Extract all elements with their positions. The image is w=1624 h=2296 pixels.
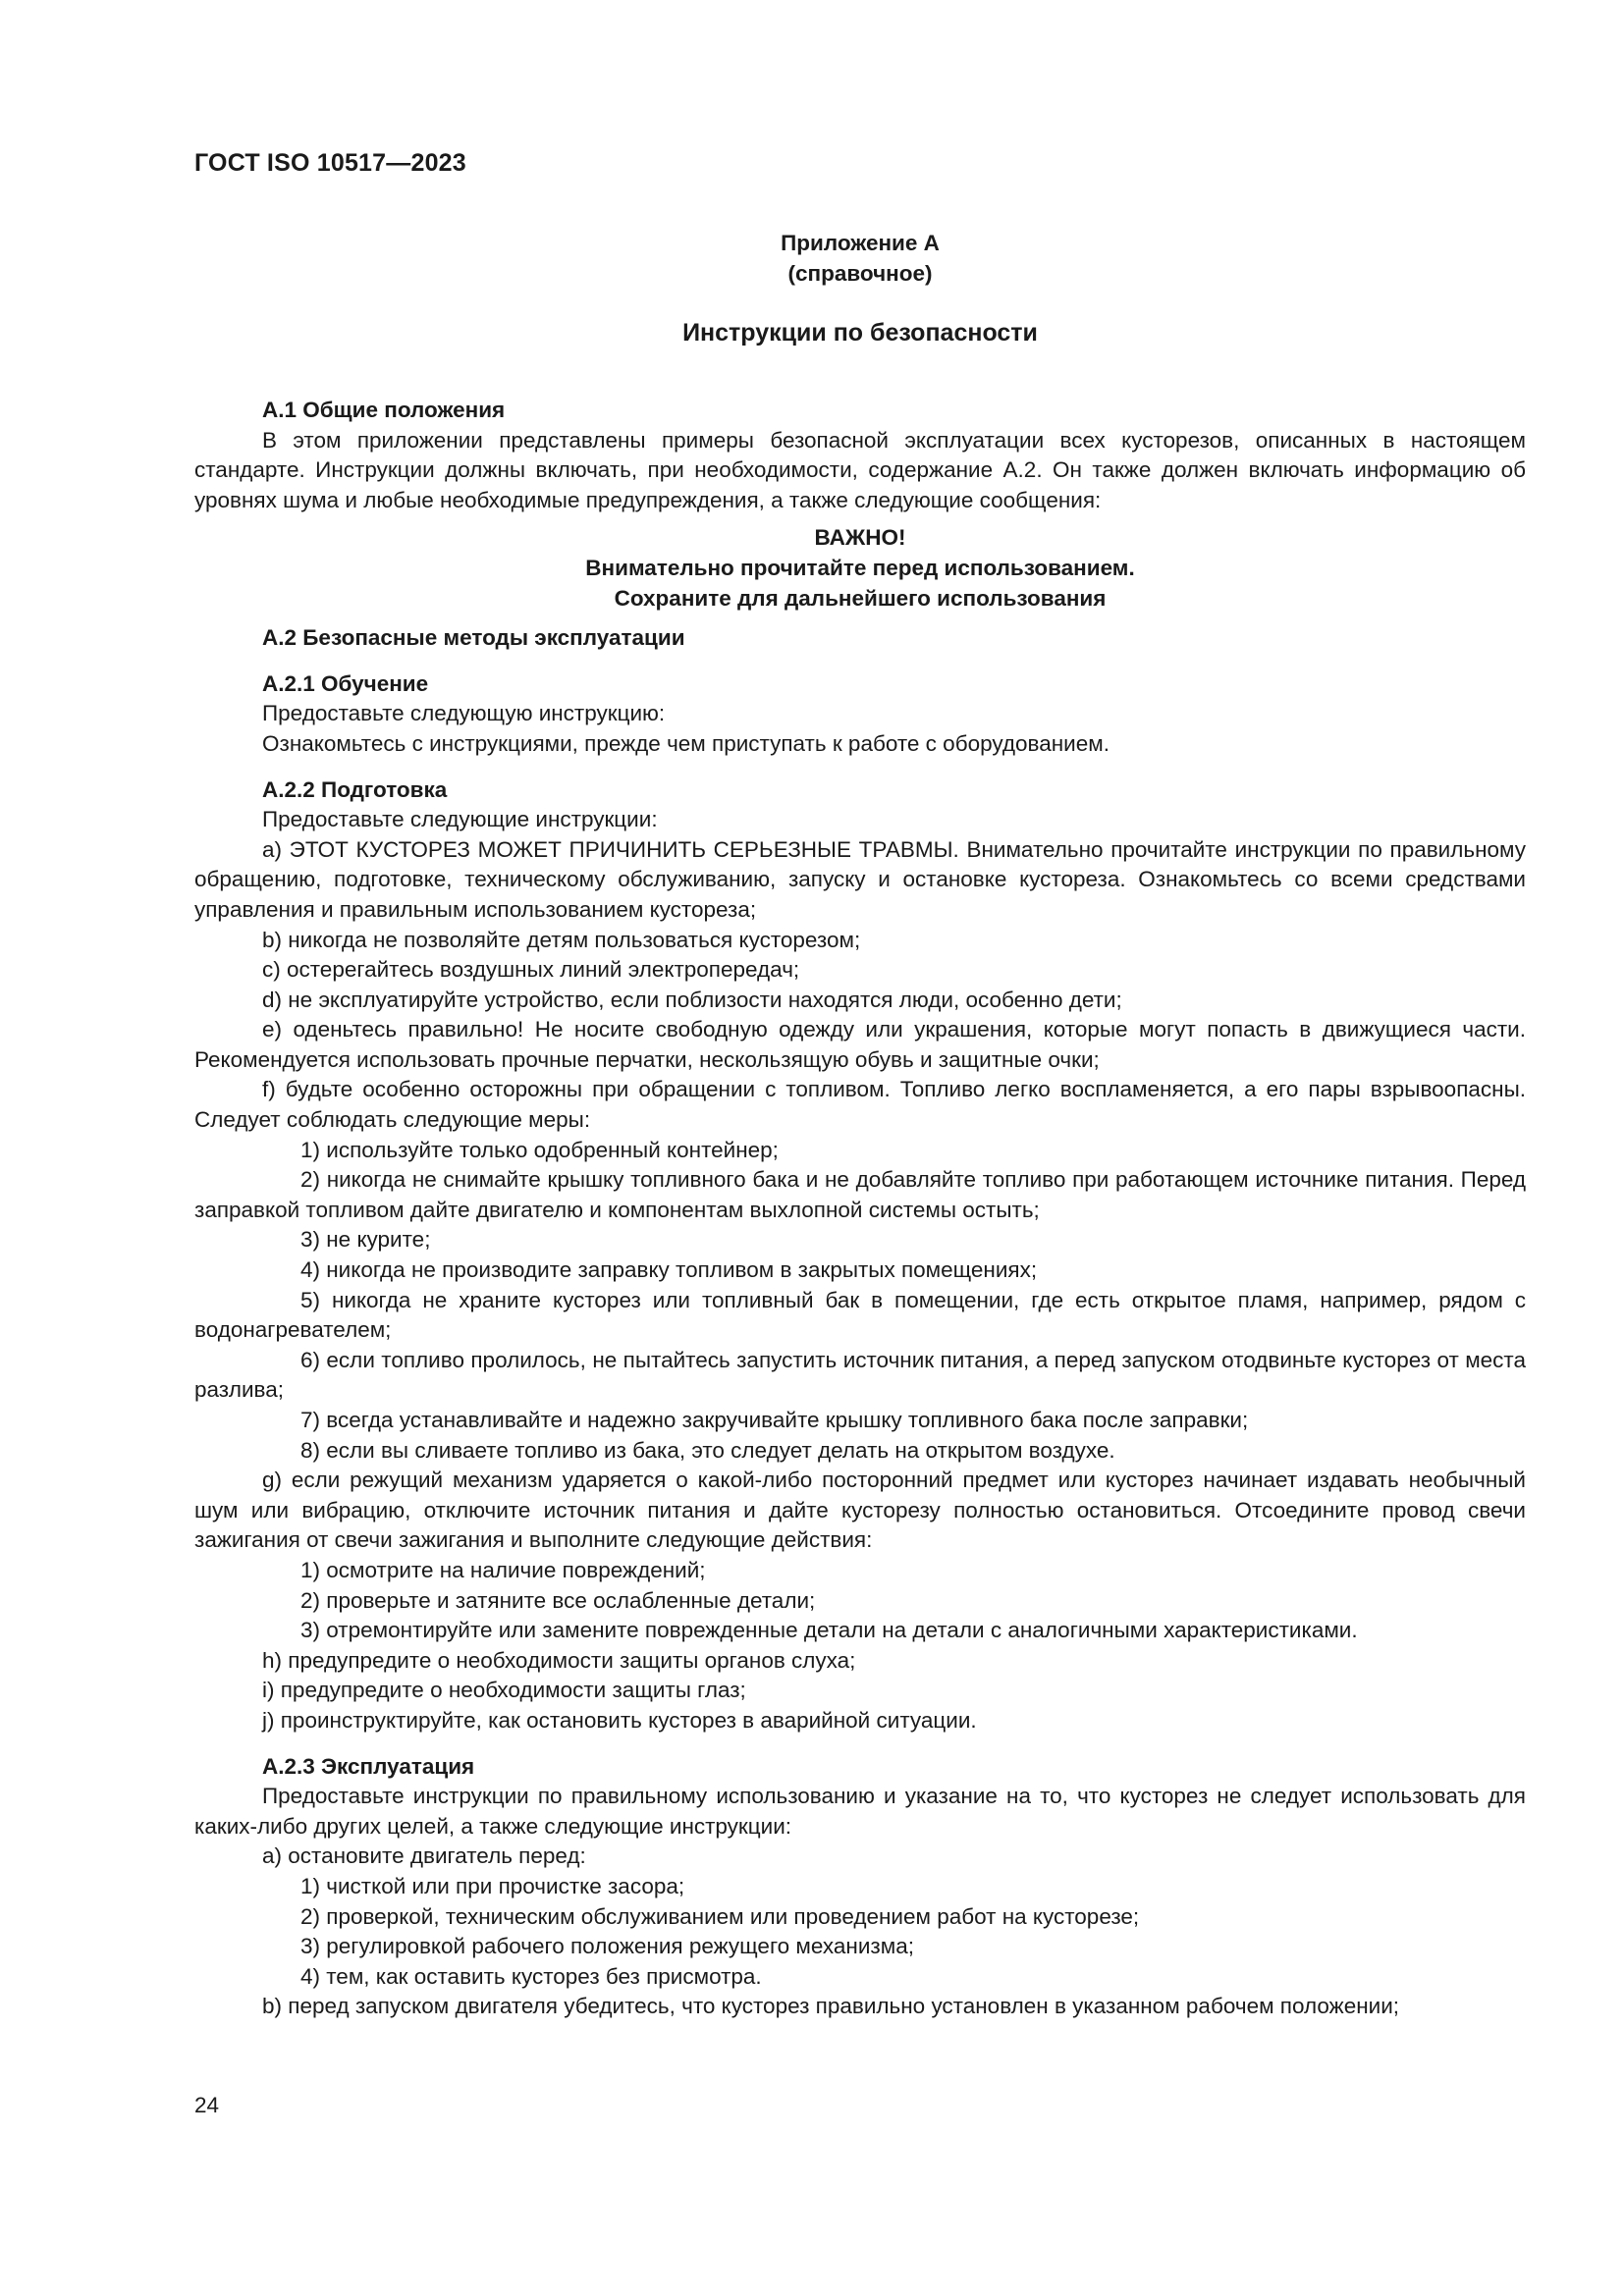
list-item: а) ЭТОТ КУСТОРЕЗ МОЖЕТ ПРИЧИНИТЬ СЕРЬЕЗНЫЕ ТРАВМЫ. Внимательно прочитайте инструкции по правильному обращению, подготовке, техническому обслуживанию, запуску и остановке кустореза. Ознакомьтесь со всеми средствами управления и правильным использованием кустореза;	[194, 836, 1526, 922]
important-notice	[194, 523, 1526, 614]
sub-list-item: 1) осмотрите на наличие повреждений;	[300, 1557, 706, 1582]
annex-title-block	[194, 228, 1526, 289]
sub-list-item: 4) тем, как оставить кусторез без присмотра.	[300, 1963, 762, 1989]
heading-a21: А.2.1 Обучение	[262, 670, 429, 696]
document-code: ГОСТ ISO 10517—2023	[194, 149, 466, 177]
paragraph: Предоставьте следующие инструкции:	[262, 807, 658, 832]
sub-list-item: 3) регулировкой рабочего положения режущего механизма;	[300, 1934, 914, 1959]
section-title: Инструкции по безопасности	[682, 319, 1038, 347]
list-item: а) остановите двигатель перед:	[262, 1843, 586, 1869]
list-item: c) остерегайтесь воздушных линий электропередач;	[262, 957, 800, 983]
list-item: b) никогда не позволяйте детям пользоваться кусторезом;	[262, 927, 861, 952]
sub-list-item: 1) чисткой или при прочистке засора;	[300, 1873, 685, 1898]
annex-status: (справочное)	[787, 261, 933, 286]
heading-a23: А.2.3 Эксплуатация	[262, 1753, 475, 1779]
list-item: d) не эксплуатируйте устройство, если поблизости находятся люди, особенно дети;	[262, 987, 1122, 1012]
heading-a22: А.2.2 Подготовка	[262, 776, 448, 802]
sub-list-item: 2) никогда не снимайте крышку топливного бака и не добавляйте топливо при работающем источнике питания. Перед заправкой топливом дайте двигателю и компонентам выхлопной системы остыть;	[194, 1167, 1526, 1222]
list-item: e) оденьтесь правильно! Не носите свободную одежду или украшения, которые могут попасть в движущиеся части. Рекомендуется использовать прочные перчатки, нескользящую обувь и защитные очки;	[194, 1017, 1526, 1072]
important-line-1: Внимательно прочитайте перед использованием.	[585, 555, 1135, 580]
sub-list-item: 3) не курите;	[300, 1227, 431, 1253]
important-label: ВАЖНО!	[814, 525, 906, 551]
list-item: j) проинструктируйте, как остановить кусторез в аварийной ситуации.	[262, 1707, 977, 1733]
paragraph: Предоставьте инструкции по правильному использованию и указание на то, что кусторез не следует использовать для каких-либо других целей, а также следующие инструкции:	[194, 1784, 1526, 1839]
sub-list-item: 7) всегда устанавливайте и надежно закручивайте крышку топливного бака после заправки;	[300, 1408, 1249, 1432]
sub-list-item: 2) проверьте и затяните все ослабленные детали;	[300, 1587, 816, 1613]
sub-list-item: 2) проверкой, техническим обслуживанием или проведением работ на кусторезе;	[300, 1903, 1140, 1929]
list-item: f) будьте особенно осторожны при обращении с топливом. Топливо легко воспламеняется, а его пары взрывоопасны. Следует соблюдать следующие меры:	[194, 1077, 1526, 1133]
list-item: i) предупредите о необходимости защиты глаз;	[262, 1678, 746, 1703]
paragraph-a1: В этом приложении представлены примеры безопасной эксплуатации всех кусторезов, описанных в настоящем стандарте. Инструкции должны включать, при необходимости, содержание А.2. Он также должен включать информацию об уровнях шума и любые необходимые предупреждения, а также следующие сообщения:	[194, 427, 1526, 512]
paragraph: Ознакомьтесь с инструкциями, прежде чем приступать к работе с оборудованием.	[262, 730, 1110, 756]
sub-list-item: 6) если топливо пролилось, не пытайтесь запустить источник питания, а перед запуском отодвиньте кусторез от места разлива;	[194, 1347, 1526, 1403]
sub-list-item: 1) используйте только одобренный контейнер;	[300, 1137, 779, 1162]
page-number: 24	[194, 2093, 220, 2117]
list-item: h) предупредите о необходимости защиты органов слуха;	[262, 1647, 856, 1673]
sub-list-item: 3) отремонтируйте или замените поврежденные детали на детали с аналогичными характеристиками.	[300, 1618, 1358, 1643]
document-body	[194, 396, 1526, 2022]
heading-a2: А.2 Безопасные методы эксплуатации	[262, 625, 685, 651]
sub-list-item: 8) если вы сливаете топливо из бака, это следует делать на открытом воздухе.	[300, 1437, 1115, 1463]
important-line-2: Сохраните для дальнейшего использования	[614, 585, 1107, 611]
list-item: b) перед запуском двигателя убедитесь, что кусторез правильно установлен в указанном рабочем положении;	[262, 1994, 1400, 2019]
list-item: g) если режущий механизм ударяется о какой-либо посторонний предмет или кусторез начинает издавать необычный шум или вибрацию, отключите источник питания и дайте кусторезу полностью остановиться. Отсоедините провод свечи зажигания от свечи зажигания и выполните следующие действия:	[194, 1468, 1526, 1553]
sub-list-item: 4) никогда не производите заправку топливом в закрытых помещениях;	[300, 1257, 1038, 1283]
sub-list-item: 5) никогда не храните кусторез или топливный бак в помещении, где есть открытое пламя, например, рядом с водонагревателем;	[194, 1287, 1526, 1343]
annex-title: Приложение А	[781, 231, 940, 255]
heading-a1: А.1 Общие положения	[262, 398, 506, 422]
paragraph: Предоставьте следующую инструкцию:	[262, 701, 666, 726]
